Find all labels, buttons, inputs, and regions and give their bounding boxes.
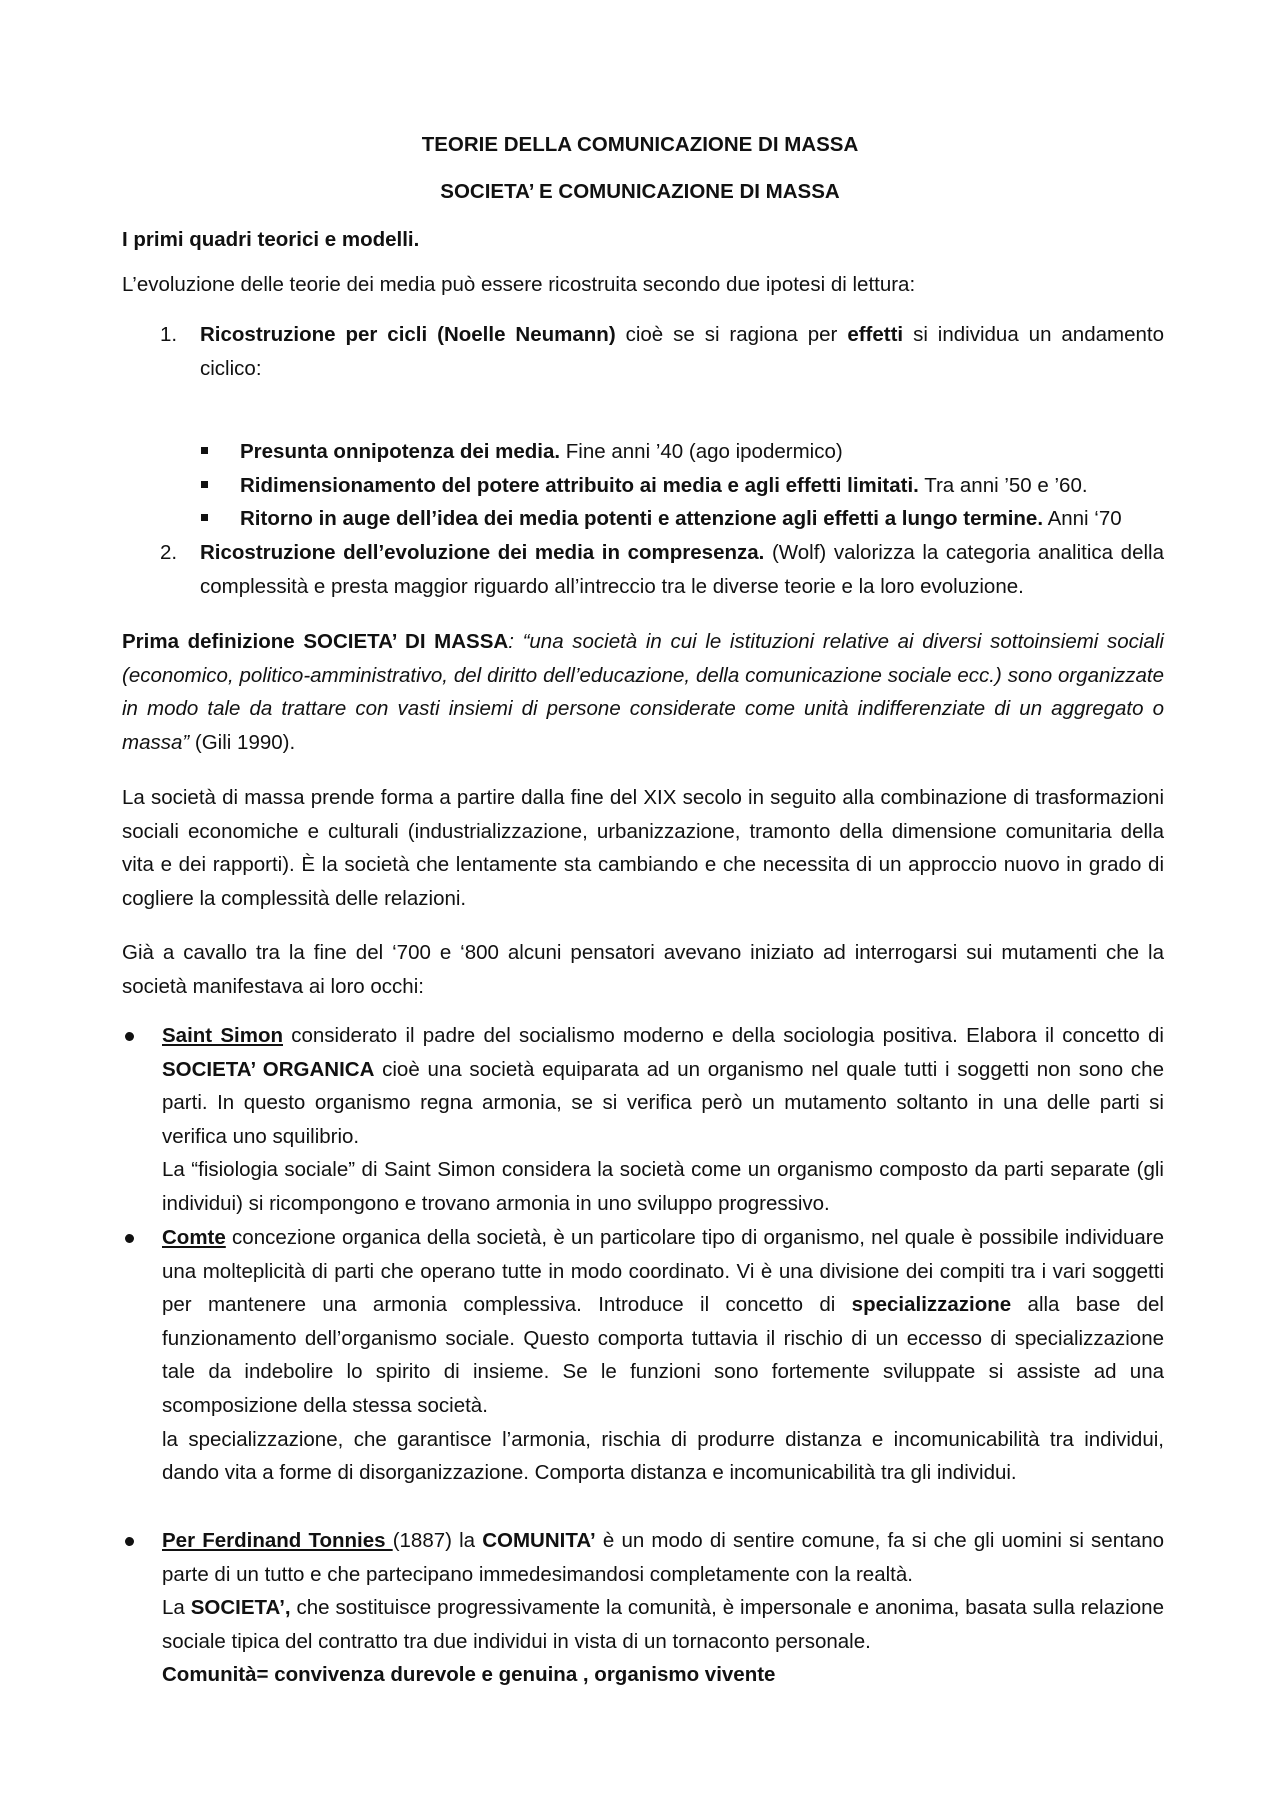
bullet-icon	[125, 1537, 134, 1546]
list-item-compresence: Ricostruzione dell’evoluzione dei media in compresenza. (Wolf) valorizza la categoria analitica della complessità e presta maggior riguardo all’intreccio tra le diverse teorie e la loro evoluzione.	[200, 541, 1164, 598]
comte-name: Comte	[162, 1226, 226, 1249]
document-title: TEORIE DELLA COMUNICAZIONE DI MASSA	[421, 133, 859, 156]
community-definition: Comunità= convivenza durevole e genuina , organismo vivente	[162, 1663, 776, 1687]
thinkers-paragraph: Già a cavallo tra la fine del ‘700 e ‘800 alcuni pensatori avevano iniziato ad interrogarsi sui mutamenti che la società manifestava ai loro occhi:	[122, 941, 1164, 998]
list-item-cycles: Ricostruzione per cicli (Noelle Neumann) cioè se si ragiona per effetti si individua un andamento ciclico:	[200, 323, 1164, 380]
list-item-bold: Ricostruzione per cicli (Noelle Neumann)	[200, 323, 616, 346]
list-item-tonnies: Per Ferdinand Tonnies (1887) la COMUNITA’ è un modo di sentire comune, fa si che gli uomini si sentano parte di un tutto e che partecipano immedesimandosi completamente con la realtà. La SOCIETA’, che sostituisce progressivamente la comunità, è impersonale e anonima, basata sulla relazione sociale tipica del contratto tra due individui in vista di un tornaconto personale. Comunità= convivenza durevole e genuina , organismo vivente	[162, 1529, 1164, 1687]
definition-quote: “una società in cui le istituzioni relative ai diversi sottoinsiemi sociali (economico, politico-amministrativo, del diritto dell’educazione, della comunicazione sociale ecc.) sono organizzate in modo tale da trattare con vasti insiemi di persone considerate come unità indifferenziate di un aggregato o massa”	[122, 630, 1164, 754]
sub-list-item: Ridimensionamento del potere attribuito ai media e agli effetti limitati. Tra anni ’50 e ’60.	[240, 474, 1088, 497]
list-item-comte: Comte concezione organica della società, è un particolare tipo di organismo, nel quale è possibile individuare una molteplicità di parti che operano tutte in modo coordinato. Vi è una divisione dei compiti tra i vari soggetti per mantenere una armonia complessiva. Introduce il concetto di specializzazione alla base del funzionamento dell’organismo sociale. Questo comporta tuttavia il rischio di un eccesso di specializzazione tale da indebolire lo spirito di insieme. Se le funzioni sono fortemente sviluppate si assiste ad una scomposizione della stessa società. la specializzazione, che garantisce l’armonia, rischia di produrre distanza e incomunicabilità tra individui, dando vita a forme di disorganizzazione. Comporta distanza e incomunicabilità tra gli individui.	[162, 1226, 1164, 1485]
mass-society-paragraph: La società di massa prende forma a partire dalla fine del XIX secolo in seguito alla combinazione di trasformazioni sociali economiche e culturali (industrializzazione, urbanizzazione, tramonto della dimensione comunitaria della vita e dei rapporti). È la società che lentamente sta cambiando e che necessita di un approccio nuovo in grado di cogliere la complessità delle relazioni.	[122, 786, 1164, 910]
sub-list-item: Ritorno in auge dell’idea dei media potenti e attenzione agli effetti a lungo termine. Anni ‘70	[240, 507, 1122, 530]
intro-paragraph: L’evoluzione delle teorie dei media può essere ricostruita secondo due ipotesi di lettura:	[122, 273, 916, 296]
list-number: 1.	[160, 323, 178, 346]
sub-list-item: Presunta onnipotenza dei media. Fine anni ’40 (ago ipodermico)	[240, 440, 843, 463]
tonnies-name: Per Ferdinand Tonnies	[162, 1529, 393, 1552]
bullet-icon	[125, 1234, 134, 1243]
list-number: 2.	[160, 541, 178, 564]
saint-simon-name: Saint Simon	[162, 1024, 283, 1047]
definition-label: Prima definizione SOCIETA’ DI MASSA	[122, 630, 509, 653]
square-bullet-icon	[201, 481, 208, 488]
document-subtitle: SOCIETA’ E COMUNICAZIONE DI MASSA	[440, 180, 840, 203]
section-heading: I primi quadri teorici e modelli.	[122, 228, 420, 251]
square-bullet-icon	[201, 514, 208, 521]
square-bullet-icon	[201, 447, 208, 454]
definition-paragraph: Prima definizione SOCIETA’ DI MASSA: “una società in cui le istituzioni relative ai diversi sottoinsiemi sociali (economico, politico-amministrativo, del diritto dell’educazione, della comunicazione sociale ecc.) sono organizzate in modo tale da trattare con vasti insiemi di persone considerate come unità indifferenziate di un aggregato o massa” (Gili 1990).	[122, 630, 1164, 754]
bullet-icon	[125, 1032, 134, 1041]
list-item-saint-simon: Saint Simon considerato il padre del socialismo moderno e della sociologia positiva. Elabora il concetto di SOCIETA’ ORGANICA cioè una società equiparata ad un organismo nel quale tutti i soggetti non sono che parti. In questo organismo regna armonia, se si verifica però un mutamento soltanto in una delle parti si verifica uno squilibrio. La “fisiologia sociale” di Saint Simon considera la società come un organismo composto da parti separate (gli individui) si ricompongono e trovano armonia in uno sviluppo progressivo.	[162, 1024, 1164, 1215]
